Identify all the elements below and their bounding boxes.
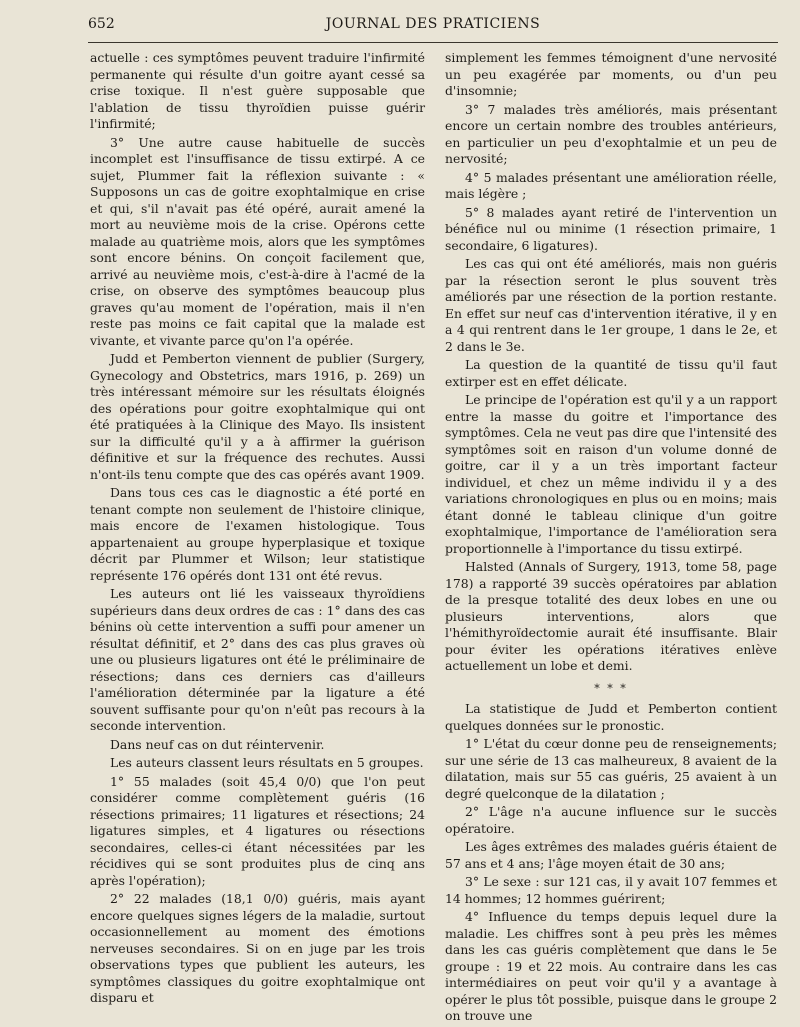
paragraph: Les auteurs ont lié les vaisseaux thyroïdiens supérieurs dans deux ordres de cas : 1° dans des cas bénins où cette intervention a suffi pour amener un résultat définitif, et 2° dans des cas plus graves où une ou plusieurs ligatures ont été le préliminaire de résections; dans ces derniers cas d'ailleurs l'amélioration déterminée par la ligature a été souvent suffisante pour qu'on n'eût pas recours à la seconde intervention. bbox=[90, 586, 425, 733]
paragraph: 1° L'état du cœur donne peu de renseignements; sur une série de 13 cas malheureux, 8 avaient de la dilatation, mais sur 55 cas guéris, 25 avaient à un degré quelconque de la dilatation ; bbox=[445, 736, 777, 801]
page-number: 652 bbox=[88, 16, 115, 32]
journal-title: JOURNAL DES PRATICIENS bbox=[325, 16, 541, 32]
paragraph: Les auteurs classent leurs résultats en 5 groupes. bbox=[110, 755, 424, 770]
paragraph: 3° Une autre cause habituelle de succès incomplet est l'insuffisance de tissu extirpé. A ce sujet, Plummer fait la réflexion suivante : « Supposons un cas de goitre exophtalmique en crise et qui, s'il n'avait pas été opéré, aurait amené la mort au neuvième mois de la crise. Opérons cette malade au quatrième mois, alors que les symptômes sont encore bénins. On conçoit facilement que, arrivé au neuvième mois, c'est-à-dire à l'acmé de la crise, on observe des symptômes beaucoup plus graves qu'au moment de l'opération, mais il n'en reste pas moins ce fait capital que la malade est vivante, et vivante parce qu'on l'a opérée. bbox=[90, 134, 425, 348]
paragraph: 1° 55 malades (soit 45,4 0/0) que l'on peut considérer comme complètement guéris (16 résections primaires; 11 ligatures et résections; 24 ligatures simples, et 4 ligatures ou résections secondaires, celles-ci étant nécessitées par les récidives qui se sont produites plus de cinq ans après l'opération); bbox=[90, 773, 425, 888]
paragraph: 3° 7 malades très améliorés, mais présentant encore un certain nombre des troubles antérieurs, en particulier un peu d'exophtalmie et un peu de nervosité; bbox=[445, 101, 777, 166]
paragraph: Le principe de l'opération est qu'il y a un rapport entre la masse du goitre et l'importance des symptômes. Cela ne veut pas dire que l'intensité des symptômes soit en raison d'un volume donné de goitre, car il y a un très important facteur individuel, et chez un même individu il y a des variations chronologiques en plus ou en moins; mais étant donné le tableau clinique d'un goitre exophtalmique, l'importance de l'amélioration sera proportionnelle à l'importance du tissu extirpé. bbox=[445, 392, 777, 556]
paragraph: 4° 5 malades présentant une amélioration réelle, mais légère ; bbox=[445, 169, 777, 201]
paragraph: 2° 22 malades (18,1 0/0) guéris, mais ayant encore quelques signes légers de la maladie, surtout occasionnellement au moment des émotions nerveuses secondaires. Si on en juge par les trois observations types que publient les auteurs, les symptômes classiques du goitre exophtalmique ont disparu et bbox=[90, 891, 425, 1005]
paragraph: Dans tous ces cas le diagnostic a été porté en tenant compte non seulement de l'histoire clinique, mais encore de l'examen histologique. Tous appartenaient au groupe hyperplasique et toxique décrit par Plummer et Wilson; leur statistique représente 176 opérés dont 131 ont été revus. bbox=[90, 485, 425, 583]
paragraph: 2° L'âge n'a aucune influence sur le succès opératoire. bbox=[445, 804, 777, 836]
paragraph: Judd et Pemberton viennent de publier (Surgery, Gynecology and Obstetrics, mars 1916, p. 269) un très intéressant mémoire sur les résultats éloignés des opérations pour goitre exophtalmique qui ont été pratiquées à la Clinique des Mayo. Ils insistent sur la difficulté qu'il y a à affirmer la guérison définitive et sur la fréquence des rechutes. Aussi n'ont-ils tenu compte que des cas opérés avant 1909. bbox=[90, 351, 425, 482]
paragraph: La question de la quantité de tissu qu'il faut extirper est en effet délicate. bbox=[445, 357, 777, 389]
paragraph: La statistique de Judd et Pemberton contient quelques données sur le pronostic. bbox=[445, 701, 777, 733]
header-rule bbox=[88, 42, 778, 43]
paragraph: Dans neuf cas on dut réintervenir. bbox=[110, 736, 325, 752]
paragraph: 3° Le sexe : sur 121 cas, il y avait 107 femmes et 14 hommes; 12 hommes guérirent; bbox=[445, 874, 777, 906]
page-header bbox=[88, 16, 778, 42]
section-separator: * * * bbox=[594, 681, 628, 695]
paragraph: simplement les femmes témoignent d'une nervosité un peu exagérée par moments, ou d'un peu d'insomnie; bbox=[445, 50, 777, 98]
paragraph: Les cas qui ont été améliorés, mais non guéris par la résection seront le plus souvent très améliorés par une résection de la portion restante. En effet sur neuf cas d'intervention itérative, il y en a 4 qui rentrent dans le 1er groupe, 1 dans le 2e, et 2 dans le 3e. bbox=[445, 256, 777, 354]
left-column bbox=[90, 50, 425, 1009]
paragraph: Halsted (Annals of Surgery, 1913, tome 58, page 178) a rapporté 39 succès opératoires par ablation de la presque totalité des deux lobes en une ou plusieurs interventions, alors que l'hémithyroïdectomie aurait été insuffisante. Blair pour éviter les opérations itératives enlève actuellement un lobe et demi. bbox=[445, 559, 777, 673]
paragraph: 5° 8 malades ayant retiré de l'intervention un bénéfice nul ou minime (1 résection primaire, 1 secondaire, 6 ligatures). bbox=[445, 204, 777, 253]
paragraph: 4° Influence du temps depuis lequel dure la maladie. Les chiffres sont à peu près les mêmes dans les cas guéris complètement que dans le 5e groupe : 19 et 22 mois. Au contraire dans les cas intermédiaires on peut voir qu'il y a avantage à opérer le plus tôt possible, puisque dans le groupe 2 on trouve une bbox=[445, 909, 777, 1023]
right-column bbox=[445, 50, 777, 1027]
paragraph: Les âges extrêmes des malades guéris étaient de 57 ans et 4 ans; l'âge moyen était de 30 ans; bbox=[445, 839, 777, 871]
paragraph: actuelle : ces symptômes peuvent traduire l'infirmité permanente qui résulte d'un goitre ayant cessé sa crise toxique. Il n'est guère supposable que l'ablation de tissu thyroïdien puisse guérir l'infirmité; bbox=[90, 50, 425, 131]
